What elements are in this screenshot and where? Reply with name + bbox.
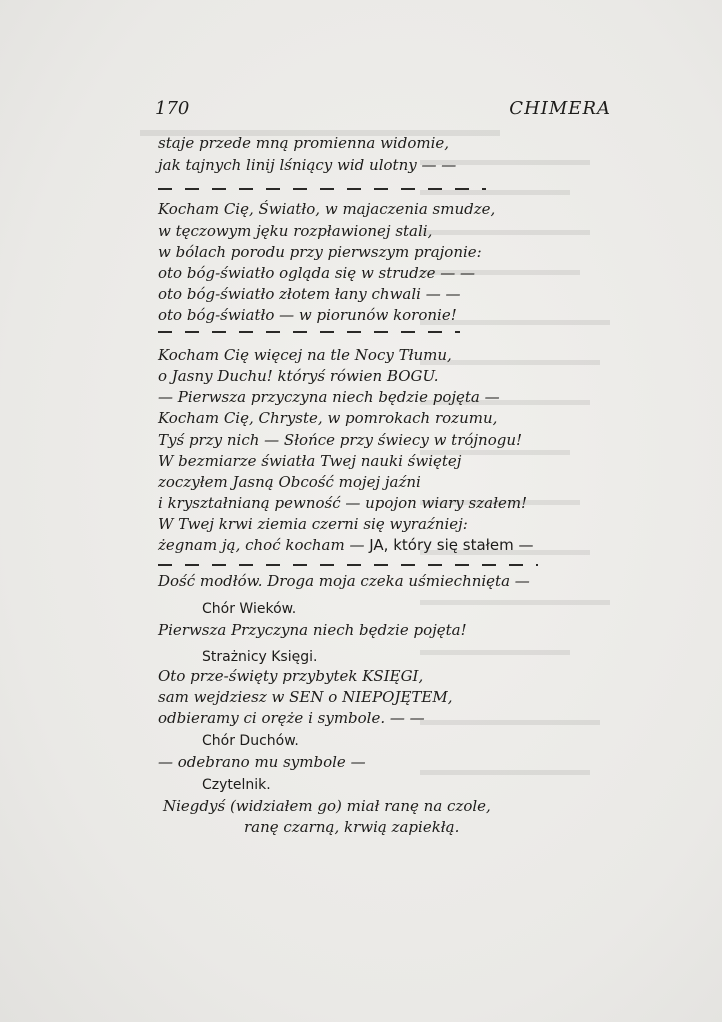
verse-line: oto bóg-światło złotem łany chwali — — bbox=[158, 285, 461, 303]
verse-line: o Jasny Duchu! któryś rówien BOGU. bbox=[158, 367, 439, 385]
verse-line: sam wejdziesz w SEN o NIEPOJĘTEM, bbox=[158, 688, 453, 706]
verse-line: Kocham Cię, Światło, w majaczenia smudze, bbox=[158, 200, 496, 218]
verse-line: W bezmiarze światła Twej nauki świętej bbox=[158, 452, 462, 470]
verse-line: w tęczowym jęku rozpławionej stali, bbox=[158, 222, 433, 240]
verse-line bbox=[158, 536, 534, 554]
verse-line: Kocham Cię więcej na tle Nocy Tłumu, bbox=[158, 346, 452, 364]
speaker-label: Chór Duchów. bbox=[202, 733, 299, 749]
speaker-label: Czytelnik. bbox=[202, 777, 271, 793]
verse-line: Kocham Cię, Chryste, w pomrokach rozumu, bbox=[158, 409, 498, 427]
verse-line: zoczyłem Jasną Obcość mojej jaźni bbox=[158, 473, 421, 491]
verse-line: — odebrano mu symbole — bbox=[158, 753, 366, 771]
verse-line: — Pierwsza przyczyna niech będzie pojęta — bbox=[158, 388, 500, 406]
speaker-label: Chór Wieków. bbox=[202, 601, 297, 617]
verse-line: Tyś przy nich — Słońce przy świecy w trójnogu! bbox=[158, 431, 523, 449]
verse-line: Oto prze-święty przybytek KSIĘGI, bbox=[158, 667, 424, 685]
dash-separator bbox=[158, 331, 460, 333]
page-number: 170 bbox=[155, 98, 190, 119]
verse-line: odbieramy ci oręże i symbole. — — bbox=[158, 709, 425, 727]
verse-line: jak tajnych linij lśniący wid ulotny — — bbox=[158, 156, 457, 174]
verse-line: W Twej krwi ziemia czerni się wyraźniej: bbox=[158, 515, 468, 533]
verse-line: Pierwsza Przyczyna niech będzie pojęta! bbox=[158, 621, 467, 639]
speaker-label: Strażnicy Księgi. bbox=[202, 649, 318, 665]
verse-line: staje przede mną promienna widomie, bbox=[158, 134, 450, 152]
verse-line: oto bóg-światło ogląda się w strudze — — bbox=[158, 264, 476, 282]
page-header bbox=[155, 98, 611, 122]
running-head: CHIMERA bbox=[509, 98, 611, 119]
dash-separator bbox=[158, 564, 538, 566]
verse-line: ranę czarną, krwią zapiekłą. bbox=[244, 818, 460, 836]
verse-line-italic: żegnam ją, choć kocham — bbox=[158, 536, 370, 554]
verse-line-upright: JA, który się stałem — bbox=[369, 536, 534, 554]
verse-line: i kryształnianą pewność — upojon wiary szałem! bbox=[158, 494, 528, 512]
verse-line: oto bóg-światło — w piorunów koronie! bbox=[158, 306, 457, 324]
verse-line: Niegdyś (widziałem go) miał ranę na czole, bbox=[163, 797, 491, 815]
dash-separator bbox=[158, 188, 486, 190]
verse-line: Dość modłów. Droga moja czeka uśmiechnięta — bbox=[158, 572, 530, 590]
verse-line: w bólach porodu przy pierwszym prajonie: bbox=[158, 243, 482, 261]
